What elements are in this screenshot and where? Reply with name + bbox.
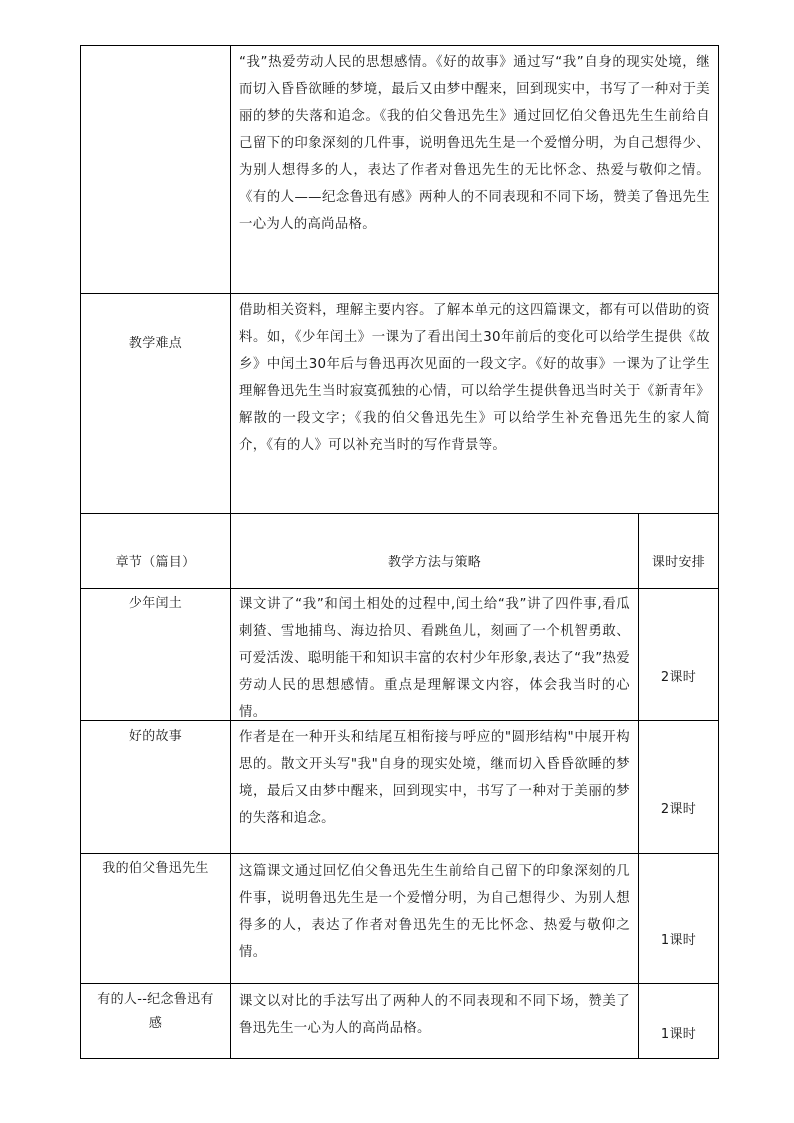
rule-after-lesson-2	[80, 853, 719, 854]
lesson-hours-2: 2课时	[660, 802, 697, 817]
rule-right	[718, 45, 719, 1059]
focus-continued-text: “我”热爱劳动人民的思想感情。《好的故事》通过写“我”自身的现实处境，继而切入昏昏欲睡的梦境，最后又由梦中醒来，回到现实中，书写了一种对于美丽的梦的失落和追念。《我的伯父鲁迅先生》通过回忆伯父鲁迅先生生前给自己留下的印象深刻的几件事，说明鲁迅先生是一个爱憎分明，为自己想得少、为别人想得多的人，表达了作者对鲁迅先生的无比怀念、热爱与敬仰之情。《有的人——纪念鲁迅有感》两种人的不同表现和不同下场，赞美了鲁迅先生一心为人的高尚品格。	[239, 55, 710, 232]
lesson-hours-1: 2课时	[660, 670, 697, 685]
header-chapter: 章节（篇目）	[115, 555, 196, 570]
difficulty-label: 教学难点	[128, 336, 183, 351]
rule-top	[80, 45, 719, 46]
lesson-hours-4: 1课时	[660, 1027, 697, 1042]
lesson-title-1: 少年闰土	[128, 596, 183, 611]
lesson-method-3: 这篇课文通过回忆伯父鲁迅先生生前给自己留下的印象深刻的几件事，说明鲁迅先生是一个爱憎分明，为自己想得少、为别人想得多的人，表达了作者对鲁迅先生的无比怀念、热爱与敬仰之情。	[239, 864, 630, 960]
lesson-method-4: 课文以对比的手法写出了两种人的不同表现和不同下场，赞美了鲁迅先生一心为人的高尚品格。	[239, 994, 630, 1036]
lesson-title-3: 我的伯父鲁迅先生	[102, 861, 209, 876]
header-hours: 课时安排	[651, 555, 706, 570]
rule-hours-divider	[638, 513, 639, 1059]
rule-bottom	[80, 1058, 719, 1059]
lesson-title-4: 有的人--纪念鲁迅有感	[97, 992, 214, 1031]
lesson-hours-3: 1课时	[660, 933, 697, 948]
difficulty-text: 借助相关资料，理解主要内容。了解本单元的这四篇课文，都有可以借助的资料。如，《少年闰土》一课为了看出闰土30年前后的变化可以给学生提供《故乡》中闰土30年后与鲁迅再次见面的一段文字。《好的故事》一课为了让学生理解鲁迅先生当时寂寞孤独的心情，可以给学生提供鲁迅当时关于《新青年》解散的一段文字；《我的伯父鲁迅先生》可以给学生补充鲁迅先生的家人简介，《有的人》可以补充当时的写作背景等。	[239, 303, 710, 453]
lesson-method-2: 作者是在一种开头和结尾互相衔接与呼应的"圆形结构"中展开构思的。散文开头写"我"自身的现实处境，继而切入昏昏欲睡的梦境，最后又由梦中醒来，回到现实中，书写了一种对于美丽的梦的失落和追念。	[239, 730, 630, 826]
rule-after-focus	[80, 293, 719, 294]
lesson-method-1: 课文讲了“我”和闰土相处的过程中,闰土给“我”讲了四件事,看瓜刺猹、雪地捕鸟、海边拾贝、看跳鱼儿，刻画了一个机智勇敢、可爱活泼、聪明能干和知识丰富的农村少年形象,表达了“我”热爱劳动人民的思想感情。重点是理解课文内容，体会我当时的心情。	[239, 597, 630, 720]
header-method: 教学方法与策略	[387, 555, 482, 570]
rule-after-header	[80, 588, 719, 589]
rule-after-lesson-3	[80, 983, 719, 984]
lesson-title-2: 好的故事	[128, 729, 183, 744]
rule-after-difficulty	[80, 513, 719, 514]
